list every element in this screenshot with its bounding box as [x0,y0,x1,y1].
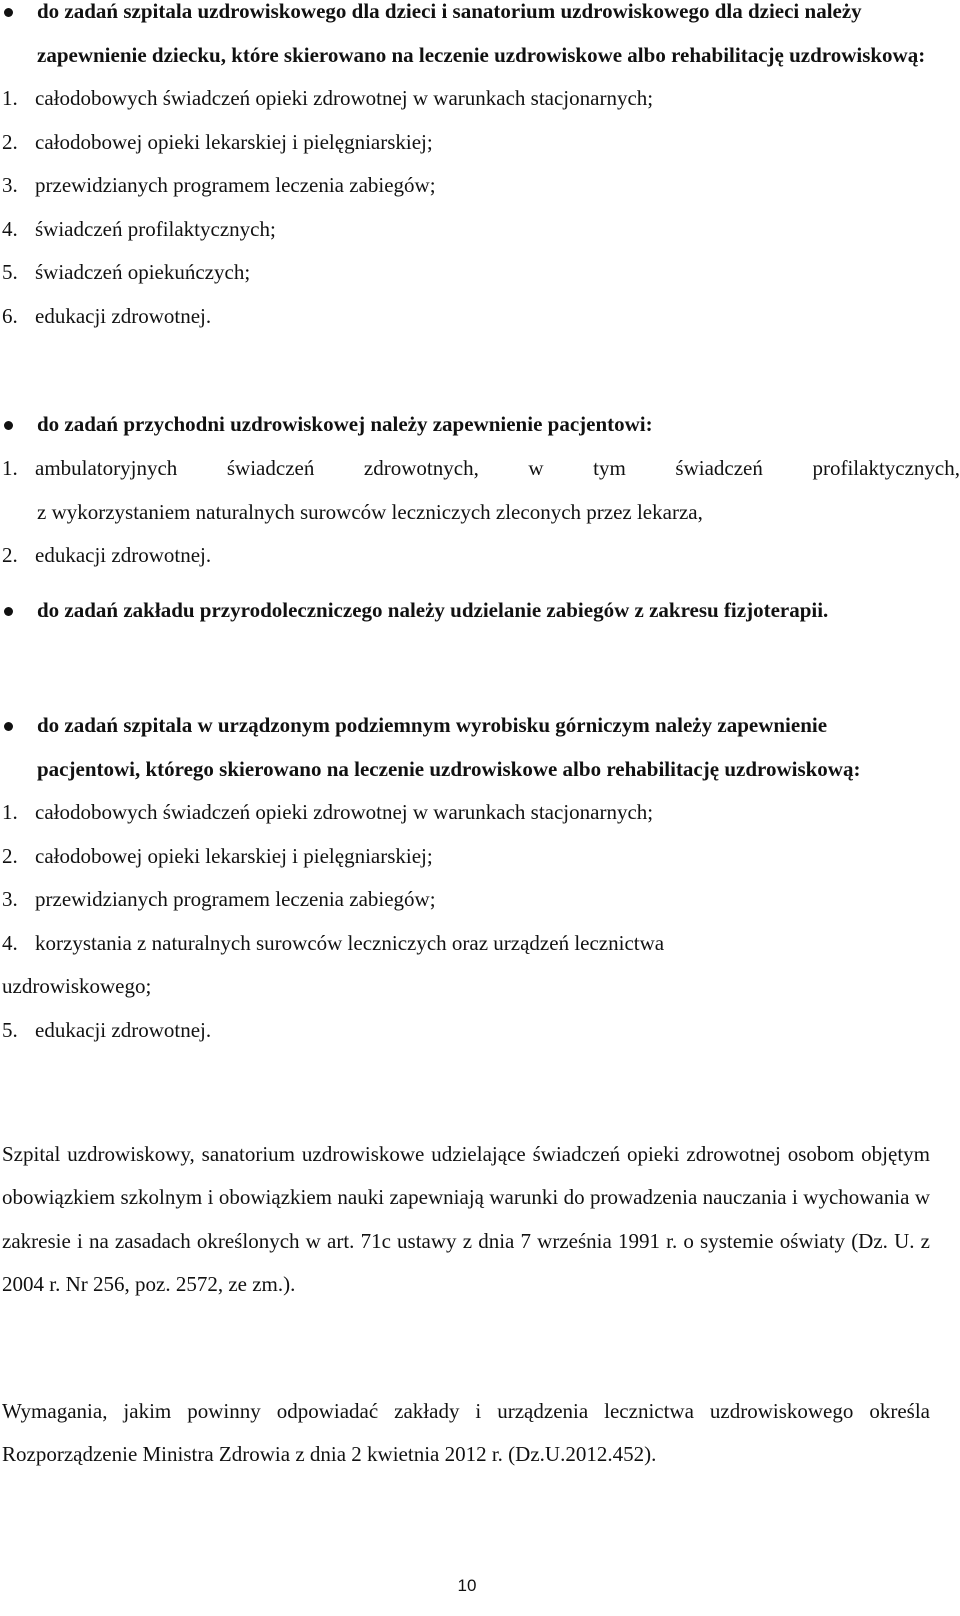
bullet-heading [0,704,930,791]
item-text: korzystania z naturalnych surowców leczniczych oraz urządzeń lecznictwa [35,930,665,955]
list-item [0,447,960,491]
item-text: edukacji zdrowotnej. [35,543,212,567]
item-number: 1. [2,86,18,110]
numbered-list [0,77,960,338]
bullet-heading [0,0,930,77]
item-number: 5. [2,1017,18,1042]
item-number: 5. [2,260,18,284]
section-sanatorium-dzieci [0,0,960,338]
item-text: całodobowej opieki lekarskiej i pielęgniarskiej; [35,843,433,868]
bullet-heading [0,403,930,447]
item-text: ambulatoryjnych świadczeń zdrowotnych, w tym świadczeń profilaktycznych, [35,455,960,480]
list-item [0,251,960,295]
section-heading: do zadań szpitala uzdrowiskowego dla dzieci i sanatorium uzdrowiskowego dla dzieci należy zapewnienie dziecku, które skierowano na leczenie uzdrowiskowe albo rehabilitację uzdrowiskową: [37,0,926,67]
section-heading: do zadań przychodni uzdrowiskowej należy zapewnienie pacjentowi: [37,412,653,436]
item-text: przewidzianych programem leczenia zabiegów; [35,173,436,197]
body-paragraph: Szpital uzdrowiskowy, sanatorium uzdrowiskowe udzielające świadczeń opieki zdrowotnej osobom objętym obowiązkiem szkolnym i obowiązkiem nauki zapewniają warunki do prowadzenia nauczania i wychowania w zakresie i na zasadach określonych w art. 71c ustawy z dnia 7 września 1991 r. o systemie oświaty (Dz. U. z 2004 r. Nr 256, poz. 2572, ze zm.). [2,1142,930,1296]
item-text: przewidzianych programem leczenia zabiegów; [35,887,436,911]
item-number: 2. [2,843,18,868]
section-szpital-podziemny [0,704,960,1052]
bullet-dot-icon [4,607,13,616]
item-number: 1. [2,800,18,824]
list-item [0,77,960,121]
list-item [0,208,960,252]
section-heading: do zadań szpitala w urządzonym podziemnym wyrobisku górniczym należy zapewnienie pacjentowi, którego skierowano na leczenie uzdrowiskowe albo rehabilitację uzdrowiskową: [37,713,861,781]
bullet-dot-icon [4,8,13,17]
item-number: 4. [2,216,18,241]
item-number: 2. [2,129,18,154]
bullet-dot-icon [4,722,13,731]
paragraph-wymagania [0,1390,960,1477]
item-number: 1. [2,455,18,480]
item-number: 3. [2,887,18,911]
item-text: całodobowych świadczeń opieki zdrowotnej w warunkach stacjonarnych; [35,86,654,110]
item-text: całodobowej opieki lekarskiej i pielęgniarskiej; [35,129,433,154]
item-text: świadczeń profilaktycznych; [35,216,276,241]
item-continuation: z wykorzystaniem naturalnych surowców leczniczych zleconych przez lekarza, [37,500,703,524]
item-text: całodobowych świadczeń opieki zdrowotnej w warunkach stacjonarnych; [35,800,654,824]
section-przychodnia [0,403,960,578]
item-text: edukacji zdrowotnej. [35,1017,212,1042]
item-continuation: uzdrowiskowego; [2,974,152,998]
bullet-dot-icon [4,421,13,430]
paragraph-nauczanie [0,1133,960,1306]
section-heading: do zadań zakładu przyrodoleczniczego należy udzielanie zabiegów z zakresu fizjoterapii. [37,598,829,622]
body-paragraph: Wymagania, jakim powinny odpowiadać zakłady i urządzenia lecznictwa uzdrowiskowego określa Rozporządzenie Ministra Zdrowia z dnia 2 kwietnia 2012 r. (Dz.U.2012.452). [2,1399,930,1467]
item-text: edukacji zdrowotnej. [35,303,212,328]
list-item [0,878,960,922]
list-item [0,534,960,578]
list-item [0,164,960,208]
list-item [0,295,960,339]
bullet-heading [0,589,930,633]
list-item [0,791,960,835]
page-number: 10 [457,1576,477,1595]
list-item [0,121,960,165]
list-item [0,922,960,966]
section-zaklad-przyrodoleczniczy [0,589,960,633]
list-item [0,835,960,879]
item-text: świadczeń opiekuńczych; [35,260,251,284]
item-number: 6. [2,303,18,328]
item-number: 3. [2,173,18,197]
numbered-list [0,791,960,922]
list-item [0,1009,960,1053]
item-number: 2. [2,543,18,567]
item-number: 4. [2,930,18,955]
